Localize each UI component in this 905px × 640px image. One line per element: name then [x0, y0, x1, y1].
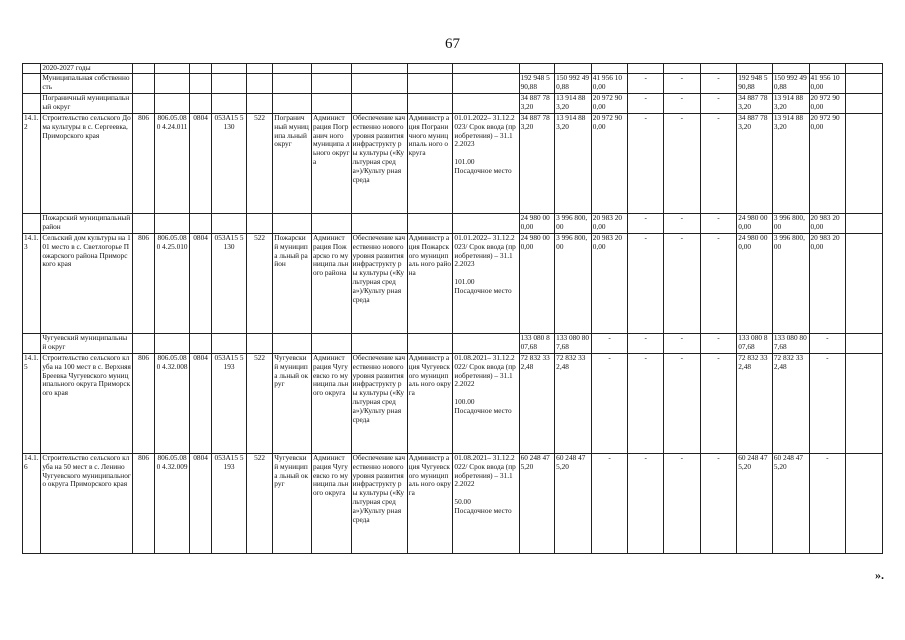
table-cell [809, 64, 846, 74]
table-cell [23, 334, 41, 354]
table-cell: 522 [246, 234, 272, 334]
table-cell [212, 334, 247, 354]
table-cell [737, 64, 773, 74]
table-cell: - [591, 354, 628, 454]
table-cell [453, 94, 519, 114]
table-cell: 522 [246, 354, 272, 454]
table-cell [23, 64, 41, 74]
table-cell: 053А15 5193 [212, 454, 247, 554]
table-cell: 0804 [189, 454, 211, 554]
table-cell: Обеспечение качественно нового уровня развития инфраструкту ры культуры («Культурная среда»)/Культу рная среда [351, 354, 407, 454]
table-cell: 3 996 800,00 [772, 234, 809, 334]
table-cell: 01.08.2021– 31.12.2022/ Срок ввода (приобретения) – 31.12.2022 50.00 Посадочное место [453, 454, 519, 554]
table-cell [273, 334, 312, 354]
table-cell: 150 992 490,88 [555, 74, 592, 94]
table-cell [273, 64, 312, 74]
table-cell: Чугуевски й муниципа льный округ [273, 354, 312, 454]
table-cell: 053А15 5130 [212, 114, 247, 214]
table-cell: Чугуевский муниципальный округ [41, 334, 133, 354]
table-cell: 806 [132, 114, 154, 214]
table-cell: 150 992 490,88 [772, 74, 809, 94]
table-cell: Администр ация Чугуевского муниципаль ного округа [407, 354, 453, 454]
table-cell [132, 74, 154, 94]
table-cell [273, 214, 312, 234]
table-cell [189, 214, 211, 234]
table-cell: 13 914 883,20 [555, 114, 592, 214]
table-cell: 60 248 475,20 [737, 454, 773, 554]
summary-row [23, 334, 883, 354]
table-cell: 522 [246, 454, 272, 554]
table-cell [155, 334, 190, 354]
table-cell: 14.1.5 [23, 354, 41, 454]
table-cell: - [591, 454, 628, 554]
table-cell [212, 64, 247, 74]
table-cell [351, 94, 407, 114]
table-cell: Обеспечение качественно нового уровня развития инфраструкту ры культуры («Культурная среда»)/Культу рная среда [351, 234, 407, 334]
table-cell: 72 832 332,48 [737, 354, 773, 454]
table-cell [155, 214, 190, 234]
table-cell: Админист рация Чугуевско го муниципа льного округа [311, 354, 351, 454]
table-cell [846, 114, 883, 214]
table-cell: - [700, 234, 737, 334]
table-cell [519, 64, 555, 74]
table-cell [273, 74, 312, 94]
table-cell: - [809, 334, 846, 354]
table-row [23, 454, 883, 554]
table-cell [453, 214, 519, 234]
table-cell: 192 948 590,88 [519, 74, 555, 94]
table-cell: 053А15 5130 [212, 234, 247, 334]
table-cell: 01.08.2021– 31.12.2022/ Срок ввода (приобретения) – 31.12.2022 100.00 Посадочное место [453, 354, 519, 454]
table-cell [453, 334, 519, 354]
table-cell: - [664, 354, 701, 454]
table-cell: 133 080 807,68 [519, 334, 555, 354]
table-cell: Админист рация Погранич ного муниципа льного округа [311, 114, 351, 214]
end-quote-mark: ». [875, 568, 884, 582]
table-cell [273, 94, 312, 114]
table-cell: 20 972 900,00 [591, 94, 628, 114]
table-cell [628, 64, 664, 74]
table-cell: Администр ация Чугуевского муниципаль ного округа [407, 454, 453, 554]
table-cell: 20 983 200,00 [591, 234, 628, 334]
table-cell: - [628, 94, 664, 114]
table-cell: 806.05.080 4.32.008 [155, 354, 190, 454]
table-cell: 0804 [189, 114, 211, 214]
table-cell: 0804 [189, 354, 211, 454]
table-cell [846, 214, 883, 234]
table-cell: 20 983 200,00 [809, 234, 846, 334]
table-cell [311, 214, 351, 234]
table-cell: 14.1.6 [23, 454, 41, 554]
table-cell: 20 972 900,00 [809, 94, 846, 114]
table-cell [351, 74, 407, 94]
table-cell: 192 948 590,88 [737, 74, 773, 94]
table-cell: Муниципальная собственность [41, 74, 133, 94]
table-cell [212, 74, 247, 94]
table-cell [846, 74, 883, 94]
table-cell: 133 080 807,68 [555, 334, 592, 354]
table-cell: 60 248 475,20 [519, 454, 555, 554]
table-cell [453, 64, 519, 74]
table-cell: Сельский дом культуры на 101 место в с. Светлогорье Пожарского района Приморского края [41, 234, 133, 334]
table-cell [155, 94, 190, 114]
table-cell [407, 334, 453, 354]
table-cell [846, 334, 883, 354]
table-cell [351, 334, 407, 354]
table-cell: Строительство сельского клуба на 50 мест в с. Ленино Чугуевского муниципального округа Приморского края [41, 454, 133, 554]
summary-row [23, 74, 883, 94]
table-cell: Обеспечение качественно нового уровня развития инфраструкту ры культуры («Культурная среда»)/Культу рная среда [351, 114, 407, 214]
table-cell [155, 64, 190, 74]
table-cell: 133 080 807,68 [737, 334, 773, 354]
table-cell: - [628, 214, 664, 234]
table-cell: Пограничный муниципальный округ [41, 94, 133, 114]
table-cell: 24 980 000,00 [737, 214, 773, 234]
summary-row [23, 94, 883, 114]
table-cell [311, 94, 351, 114]
table-cell: 24 980 000,00 [519, 234, 555, 334]
table-cell: 14.1.3 [23, 234, 41, 334]
table-cell: Администр ация Пожарского муниципаль ного района [407, 234, 453, 334]
table-cell [246, 214, 272, 234]
table-cell: 806.05.080 4.24.011 [155, 114, 190, 214]
table-cell: 13 914 883,20 [772, 114, 809, 214]
table-cell: Строительство сельского клуба на 100 мест в с. Верхняя Бреевка Чугуевского муниципального округа Приморского края [41, 354, 133, 454]
table-cell [407, 214, 453, 234]
table-cell [555, 64, 592, 74]
table-cell: - [664, 334, 701, 354]
table-cell: 522 [246, 114, 272, 214]
table-cell: - [664, 454, 701, 554]
table-cell: - [628, 334, 664, 354]
table-cell [591, 64, 628, 74]
table-cell [246, 94, 272, 114]
table-cell: - [628, 454, 664, 554]
table-cell [132, 334, 154, 354]
table-cell: Чугуевски й муниципа льный округ [273, 454, 312, 554]
table-cell [132, 94, 154, 114]
table-cell: - [700, 454, 737, 554]
table-cell: 20 983 200,00 [591, 214, 628, 234]
table-cell: - [700, 114, 737, 214]
table-cell: 24 980 000,00 [737, 234, 773, 334]
table-cell: - [628, 74, 664, 94]
table-cell: 806.05.080 4.32.009 [155, 454, 190, 554]
table-cell: - [664, 214, 701, 234]
table-cell: - [809, 454, 846, 554]
table-cell: 13 914 883,20 [772, 94, 809, 114]
table-cell: 806 [132, 354, 154, 454]
table-cell: 60 248 475,20 [772, 454, 809, 554]
table-cell: 34 887 783,20 [737, 94, 773, 114]
table-cell: Администр ация Пограничного муниципаль ного округа [407, 114, 453, 214]
table-cell: 14.1.2 [23, 114, 41, 214]
table-cell: 41 956 100,00 [809, 74, 846, 94]
table-cell [132, 214, 154, 234]
table-row [23, 234, 883, 334]
table-row [23, 354, 883, 454]
table-cell: 806 [132, 454, 154, 554]
table-cell: - [700, 334, 737, 354]
table-cell [351, 64, 407, 74]
table-cell [155, 74, 190, 94]
table-cell [846, 454, 883, 554]
table-cell [23, 74, 41, 94]
table-cell: Пожарский муниципальный район [41, 214, 133, 234]
table-cell: 72 832 332,48 [772, 354, 809, 454]
table-cell: 2020-2027 годы [41, 64, 133, 74]
table-cell [189, 94, 211, 114]
table-cell [407, 64, 453, 74]
table-cell: 3 996 800,00 [555, 234, 592, 334]
table-row [23, 114, 883, 214]
table-cell: 053А15 5193 [212, 354, 247, 454]
table-cell [246, 64, 272, 74]
table-cell: - [664, 94, 701, 114]
table-cell [846, 94, 883, 114]
table-cell: 13 914 883,20 [555, 94, 592, 114]
table-cell [212, 214, 247, 234]
table-cell [772, 64, 809, 74]
table-cell: Погранич ный муниципа льный округ [273, 114, 312, 214]
table-cell: 72 832 332,48 [555, 354, 592, 454]
table-cell: 0804 [189, 234, 211, 334]
table-cell: 60 248 475,20 [555, 454, 592, 554]
table-cell: - [628, 114, 664, 214]
table-cell [846, 354, 883, 454]
table-cell [351, 214, 407, 234]
table-cell [311, 334, 351, 354]
table-cell: Админист рация Пожарско го муниципа льного района [311, 234, 351, 334]
table-cell [132, 64, 154, 74]
table-cell [664, 64, 701, 74]
table-cell: - [809, 354, 846, 454]
budget-table [22, 63, 883, 554]
table-body [23, 64, 883, 554]
table-cell [189, 74, 211, 94]
table-cell: 806.05.080 4.25.010 [155, 234, 190, 334]
table-cell: - [700, 94, 737, 114]
table-cell: Обеспечение качественно нового уровня развития инфраструкту ры культуры («Культурная среда»)/Культу рная среда [351, 454, 407, 554]
table-cell: - [664, 234, 701, 334]
table-cell: 34 887 783,20 [737, 114, 773, 214]
table-cell [311, 74, 351, 94]
table-cell [189, 334, 211, 354]
table-cell: 133 080 807,68 [772, 334, 809, 354]
table-cell: 34 887 783,20 [519, 94, 555, 114]
table-cell [246, 334, 272, 354]
summary-row [23, 214, 883, 234]
table-cell: 72 832 332,48 [519, 354, 555, 454]
table-cell [189, 64, 211, 74]
table-cell: 24 980 000,00 [519, 214, 555, 234]
table-cell: 20 983 200,00 [809, 214, 846, 234]
table-cell: 3 996 800,00 [555, 214, 592, 234]
table-cell: - [628, 234, 664, 334]
page-number: 67 [445, 36, 460, 52]
table-cell [311, 64, 351, 74]
table-cell [846, 234, 883, 334]
table-cell [453, 74, 519, 94]
table-cell: 01.01.2022– 31.12.2023/ Срок ввода (приобретения) – 31.12.2023 101.00 Посадочное место [453, 234, 519, 334]
table-cell: - [591, 334, 628, 354]
table-cell: Пожарски й муниципа льный район [273, 234, 312, 334]
table-cell: - [700, 354, 737, 454]
table-cell [700, 64, 737, 74]
table-cell: 806 [132, 234, 154, 334]
table-cell [23, 214, 41, 234]
table-cell: - [628, 354, 664, 454]
table-cell: 3 996 800,00 [772, 214, 809, 234]
table-cell: - [664, 74, 701, 94]
table-cell: 41 956 100,00 [591, 74, 628, 94]
table-cell: 20 972 900,00 [591, 114, 628, 214]
table-cell [846, 64, 883, 74]
table-cell: - [664, 114, 701, 214]
table-cell: Админист рация Чугуевско го муниципа льного округа [311, 454, 351, 554]
table-cell [407, 74, 453, 94]
table-cell [407, 94, 453, 114]
table-cell [23, 94, 41, 114]
table-cell: 20 972 900,00 [809, 114, 846, 214]
table-cell: 34 887 783,20 [519, 114, 555, 214]
table-cell [212, 94, 247, 114]
table-cell: 01.01.2022– 31.12.2023/ Срок ввода (приобретения) – 31.12.2023 101.00 Посадочное место [453, 114, 519, 214]
table-cell: - [700, 214, 737, 234]
table-cell: Строительство сельского Дома культуры в с. Сергеевка, Приморского края [41, 114, 133, 214]
summary-row [23, 64, 883, 74]
table-cell [246, 74, 272, 94]
table-cell: - [700, 74, 737, 94]
